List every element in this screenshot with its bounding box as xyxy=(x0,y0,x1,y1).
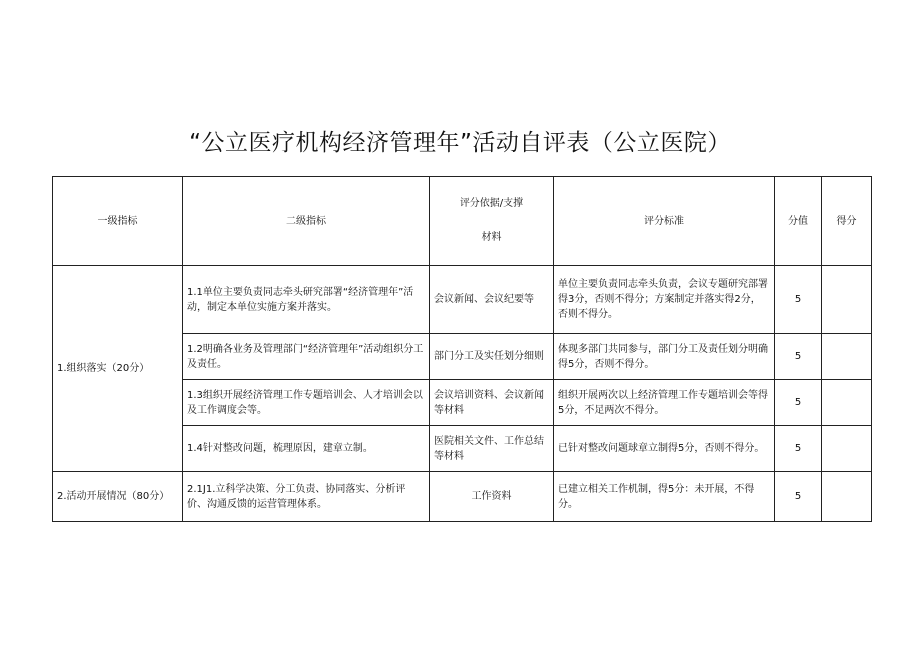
score-cell[interactable] xyxy=(822,266,872,334)
standard-cell: 组织开展两次以上经济管理工作专题培训会等得5分，不足两次不得分。 xyxy=(554,380,775,426)
header-level2-indicator: 二级指标 xyxy=(183,177,430,266)
points-cell: 5 xyxy=(775,334,822,380)
header-scoring-standard: 评分标准 xyxy=(554,177,775,266)
basis-cell: 医院相关文件、工作总结等材料 xyxy=(430,426,554,472)
header-scoring-basis-line1: 评分依据/支撑 xyxy=(459,198,524,209)
score-cell[interactable] xyxy=(822,472,872,522)
table-row xyxy=(53,472,872,522)
standard-cell: 体现多部门共同参与，部门分工及责任划分明确得5分，否则不得分。 xyxy=(554,334,775,380)
basis-cell: 工作资料 xyxy=(430,472,554,522)
indicator-cell: 1.3组织开展经济管理工作专题培训会、人才培训会以及工作调度会等。 xyxy=(183,380,430,426)
points-cell: 5 xyxy=(775,266,822,334)
points-cell: 5 xyxy=(775,380,822,426)
basis-cell: 部门分工及实任划分细则 xyxy=(430,334,554,380)
indicator-cell: 2.1J1.立科学决策、分工负责、协同落实、分析评价、沟通反馈的运营管理体系。 xyxy=(183,472,430,522)
header-scoring-basis xyxy=(430,177,554,266)
header-points: 分值 xyxy=(775,177,822,266)
score-cell[interactable] xyxy=(822,334,872,380)
page-title: “公立医疗机构经济管理年”活动自评表（公立医院） xyxy=(189,130,731,156)
standard-cell: 已建立相关工作机制，得5分：未开展，不得分。 xyxy=(554,472,775,522)
group-name: 1.组织落实（20分） xyxy=(53,266,183,472)
indicator-cell: 1.4针对整改问题，梳理原因，建章立制。 xyxy=(183,426,430,472)
header-level1-indicator: 一级指标 xyxy=(53,177,183,266)
basis-cell: 会议培训资料、会议新闻等材料 xyxy=(430,380,554,426)
table-row xyxy=(53,266,872,334)
basis-cell: 会议新闻、会议纪要等 xyxy=(430,266,554,334)
self-evaluation-table xyxy=(52,176,872,522)
score-cell[interactable] xyxy=(822,426,872,472)
points-cell: 5 xyxy=(775,426,822,472)
header-scoring-basis-line2: 材料 xyxy=(481,232,502,243)
indicator-cell: 1.2明确各业务及管理部门“经济管理年”活动组织分工及责任。 xyxy=(183,334,430,380)
standard-cell: 已针对整改问题球章立制得5分，否则不得分。 xyxy=(554,426,775,472)
group-name: 2.活动开展情况（80分） xyxy=(53,472,183,522)
table-header-row xyxy=(53,177,872,266)
header-score: 得分 xyxy=(822,177,872,266)
score-cell[interactable] xyxy=(822,380,872,426)
indicator-cell: 1.1单位主要负责同志牵头研究部署“经济管理年”活动，制定本单位实施方案并落实。 xyxy=(183,266,430,334)
standard-cell: 单位主要负责同志牵头负责，会议专题研究部署得3分，否则不得分；方案制定并落实得2分，否则不得分。 xyxy=(554,266,775,334)
points-cell: 5 xyxy=(775,472,822,522)
